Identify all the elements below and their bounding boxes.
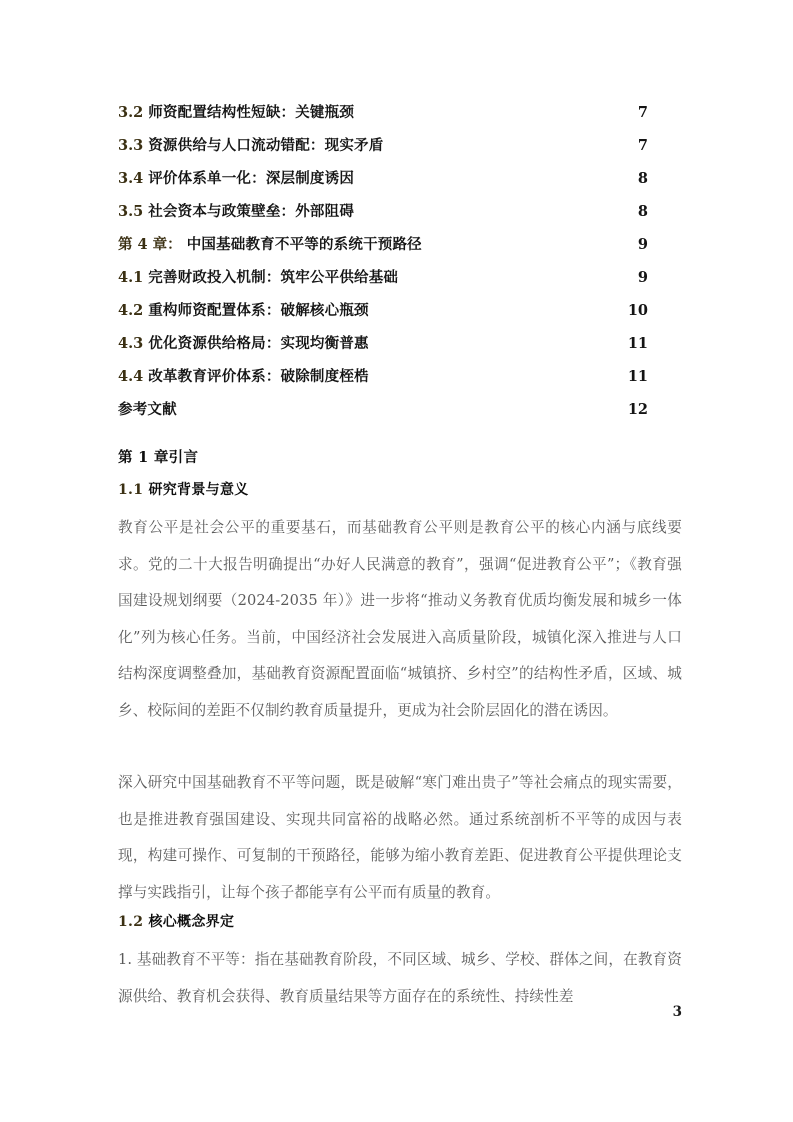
page-number: 3 — [672, 1004, 682, 1020]
toc-entry-number: 4.4 — [118, 368, 144, 385]
toc-dot-leader — [399, 268, 636, 283]
toc-entry-number: 4.1 — [118, 269, 144, 286]
toc-entry-number: 3.5 — [118, 203, 144, 220]
toc-entry[interactable] — [118, 129, 648, 162]
toc-entry-number: 3.4 — [118, 170, 144, 187]
toc-dot-leader — [370, 301, 626, 316]
section-heading-1-1 — [118, 479, 682, 501]
document-body — [118, 447, 682, 1015]
toc-entry-title: 参考文献 — [118, 401, 177, 418]
toc-entry[interactable] — [118, 360, 648, 393]
toc-entry-page: 9 — [637, 269, 648, 286]
toc-entry-title: 完善财政投入机制：筑牢公平供给基础 — [148, 269, 399, 286]
toc-entry-page: 11 — [627, 335, 648, 352]
toc-dot-leader — [384, 136, 635, 151]
toc-entry-number: 3.3 — [118, 137, 144, 154]
toc-entry-references[interactable] — [118, 393, 648, 426]
toc-entry-page: 9 — [637, 236, 648, 253]
toc-entry-page: 8 — [637, 203, 648, 220]
toc-entry-title: 优化资源供给格局：实现均衡普惠 — [148, 335, 369, 352]
toc-entry-chapter[interactable] — [118, 228, 648, 261]
table-of-contents — [118, 96, 648, 426]
paragraph-background-1: 教育公平是社会公平的重要基石，而基础教育公平则是教育公平的核心内涵与底线要求。党的二十大报告明确提出“办好人民满意的教育”，强调“促进教育公平”；《教育强国建设规划纲要（2024-2035 年）》进一步将“推动义务教育优质均衡发展和城乡一体化”列为核心任务。当前，中国经济社会发展进入高质量阶段，城镇化深入推进与人口结构深度调整叠加，基础教育资源配置面临“城镇挤、乡村空”的结构性矛盾，区域、城乡、校际间的差距不仅制约教育质量提升，更成为社会阶层固化的潜在诱因。 — [118, 519, 682, 719]
list-item: 1. 基础教育不平等：指在基础教育阶段，不同区域、城乡、学校、群体之间，在教育资源供给、教育机会获得、教育质量结果等方面存在的系统性、持续性差 — [118, 951, 682, 1005]
toc-entry-title: 社会资本与政策壁垒：外部阻碍 — [148, 203, 355, 220]
toc-entry-page: 7 — [637, 137, 648, 154]
toc-dot-leader — [370, 334, 626, 349]
toc-entry-page: 8 — [637, 170, 648, 187]
toc-entry-number: 4.3 — [118, 335, 144, 352]
toc-entry[interactable] — [118, 162, 648, 195]
toc-dot-leader — [355, 202, 636, 217]
toc-entry[interactable] — [118, 261, 648, 294]
toc-entry[interactable] — [118, 195, 648, 228]
toc-entry[interactable] — [118, 327, 648, 360]
section-number: 1.2 — [118, 914, 144, 930]
toc-entry-title: 师资配置结构性短缺：关键瓶颈 — [148, 104, 355, 121]
toc-entry-number: 第 4 章： — [118, 236, 182, 253]
toc-entry-page: 10 — [627, 302, 648, 319]
chapter-heading: 第 1 章引言 — [118, 449, 199, 466]
section-heading-1-2 — [118, 911, 682, 933]
toc-dot-leader — [178, 400, 626, 415]
section-number: 1.1 — [118, 482, 144, 498]
toc-dot-leader — [355, 103, 636, 118]
toc-entry-number: 4.2 — [118, 302, 144, 319]
toc-entry[interactable] — [118, 96, 648, 129]
paragraph-background-2: 深入研究中国基础教育不平等问题，既是破解“寒门难出贵子”等社会痛点的现实需要，也是推进教育强国建设、实现共同富裕的战略必然。通过系统剖析不平等的成因与表现，构建可操作、可复制的干预路径，能够为缩小教育差距、促进教育公平提供理论支撑与实践指引，让每个孩子都能享有公平而有质量的教育。 — [118, 774, 682, 901]
section-title: 研究背景与意义 — [148, 482, 249, 498]
toc-entry-number: 3.2 — [118, 104, 144, 121]
toc-dot-leader — [355, 169, 636, 184]
toc-entry-title: 改革教育评价体系：破除制度桎梏 — [148, 368, 369, 385]
toc-entry-page: 12 — [627, 401, 648, 418]
toc-entry-title: 评价体系单一化：深层制度诱因 — [148, 170, 355, 187]
toc-entry[interactable] — [118, 294, 648, 327]
toc-dot-leader — [370, 367, 626, 382]
toc-entry-title: 中国基础教育不平等的系统干预路径 — [186, 236, 422, 253]
section-title: 核心概念界定 — [148, 914, 235, 930]
toc-entry-title: 重构师资配置体系：破解核心瓶颈 — [148, 302, 369, 319]
toc-dot-leader — [423, 235, 636, 250]
toc-entry-page: 11 — [627, 368, 648, 385]
toc-entry-page: 7 — [637, 104, 648, 121]
toc-entry-title: 资源供给与人口流动错配：现实矛盾 — [148, 137, 384, 154]
